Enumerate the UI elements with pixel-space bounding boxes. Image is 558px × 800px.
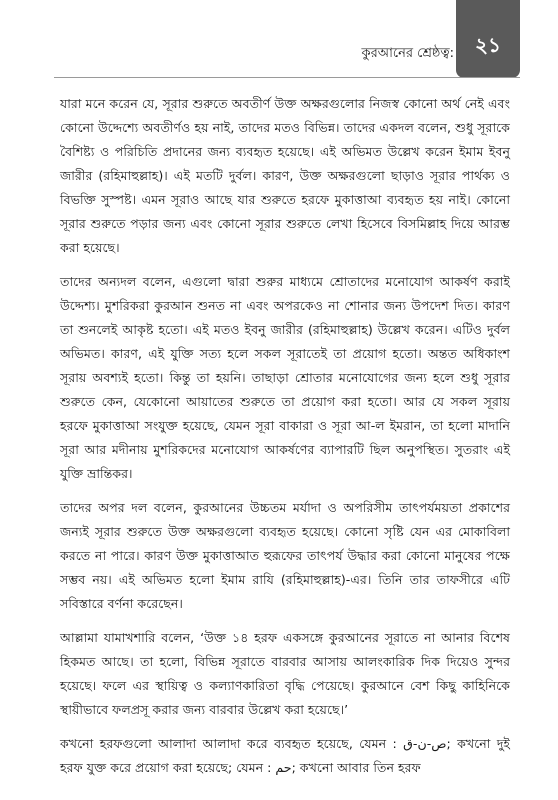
paragraph-1: যারা মনে করেন যে, সূরার শুরুতে অবতীর্ণ উক্ত অক্ষরগুলোর নিজস্ব কোনো অর্থ নেই এবং কোনো উদ্দেশ্যে অবতীর্ণও হয় নাই, তাদের মতও বিভিন্ন। তাদের একদল বলেন, শুধু সূরাকে বৈশিষ্ট্য ও পরিচিতি প্রদানের জন্য ব্যবহৃত হয়েছে। এই অভিমত উল্লেখ করেন ইমাম ইবনু জারীর (রহিমাহুল্লাহ)। এই মতটি দুর্বল। কারণ, উক্ত অক্ষরগুলো ছাড়াও সূরার পার্থক্য ও বিভক্তি সুস্পষ্ট। এমন সূরাও আছে যার শুরুতে হরফে মুকাত্তাআ ব্যবহৃত হয় নাই। কোনো সূরার শুরুতে পড়ার জন্য এবং কোনো সূরার শুরুতে লেখা হিসেবে বিসমিল্লাহ দিয়ে আরম্ভ করা হয়েছে। [60,96,510,255]
page-body [60,92,510,780]
running-title: কুরআনের শ্রেষ্ঠত্ব: [361,46,454,61]
paragraph-2: তাদের অন্যদল বলেন, এগুলো দ্বারা শুরুর মাধ্যমে শ্রোতাদের মনোযোগ আকর্ষণ করাই উদ্দেশ্য। মুশরিকরা কুরআন শুনত না এবং অপরকেও না শোনার জন্য উপদেশ দিত। কারণ তা শুনলেই আকৃষ্ট হতো। এই মতও ইবনু জারীর (রহিমাহুল্লাহ) উল্লেখ করেন। এটিও দুর্বল অভিমত। কারণ, এই যুক্তি সত্য হলে সকল সূরাতেই তা প্রয়োগ হতো। অন্তত অধিকাংশ সূরায় অবশ্যই হতো। কিন্তু তা হয়নি। তাছাড়া শ্রোতার মনোযোগের জন্য হলে শুধু সূরার শুরুতে কেন, যেকোনো আয়াতের শুরুতে তা প্রয়োগ করা হতো। আর যে সকল সূরায় হরফে মুকাত্তাআ সংযুক্ত হয়েছে, যেমন সূরা বাকারা ও সূরা আ-ল ইমরান, তা হলো মাদানি সূরা আর মদীনায় মুশরিকদের মনোযোগ আকর্ষণের ব্যাপারটি ছিল অনুপস্থিত। সুতরাং এই যুক্তি ভ্রান্তিকর। [60,274,510,481]
arabic-letters-1: ص-ن-ق [403,736,447,751]
paragraph-5 [60,732,510,780]
paragraph-5-text-2: ; কখনো দুই হরফ যুক্ত করে প্রয়োগ করা হয়েছে; যেমন : [60,736,510,775]
header-rule [54,77,520,78]
page-number-tab [456,0,520,78]
paragraph-3: তাদের অপর দল বলেন, কুরআনের উচ্চতম মর্যাদা ও অপরিসীম তাৎপর্যময়তা প্রকাশের জন্যই সূরার শুরুতে উক্ত অক্ষরগুলো ব্যবহৃত হয়েছে। কোনো সৃষ্টি যেন এর মোকাবিলা করতে না পারে। কারণ উক্ত মুকাত্তাআত হুরূফের তাৎপর্য উদ্ধার করা কোনো মানুষের পক্ষে সম্ভব নয়। এই অভিমত হলো ইমাম রাযি (রহিমাহুল্লাহ)-এর। তিনি তার তাফসীরে এটি সবিস্তারে বর্ণনা করেছেন। [60,500,510,611]
paragraph-5-text-1: কখনো হরফগুলো আলাদা আলাদা করে ব্যবহৃত হয়েছে, যেমন : [60,736,404,751]
page-number: ২১ [475,33,501,57]
paragraph-4: আল্লামা যামাখশারি বলেন, ‘উক্ত ১৪ হরফ একসঙ্গে কুরআনের সূরাতে না আনার বিশেষ হিকমত আছে। তা হলো, বিভিন্ন সূরাতে বারবার আসায় আলংকারিক দিক দিয়েও সুন্দর হয়েছে। ফলে এর স্থায়িত্ব ও কল্যাণকারিতা বৃদ্ধি পেয়েছে। কুরআনে বেশ কিছু কাহিনিকে স্থায়ীভাবে ফলপ্রসূ করার জন্য বারবার উল্লেখ করা হয়েছে।’ [60,630,510,717]
paragraph-5-text-3: ; কখনো আবার তিন হরফ [291,760,421,775]
arabic-letters-2: حم [275,760,292,775]
page-header [0,0,558,90]
